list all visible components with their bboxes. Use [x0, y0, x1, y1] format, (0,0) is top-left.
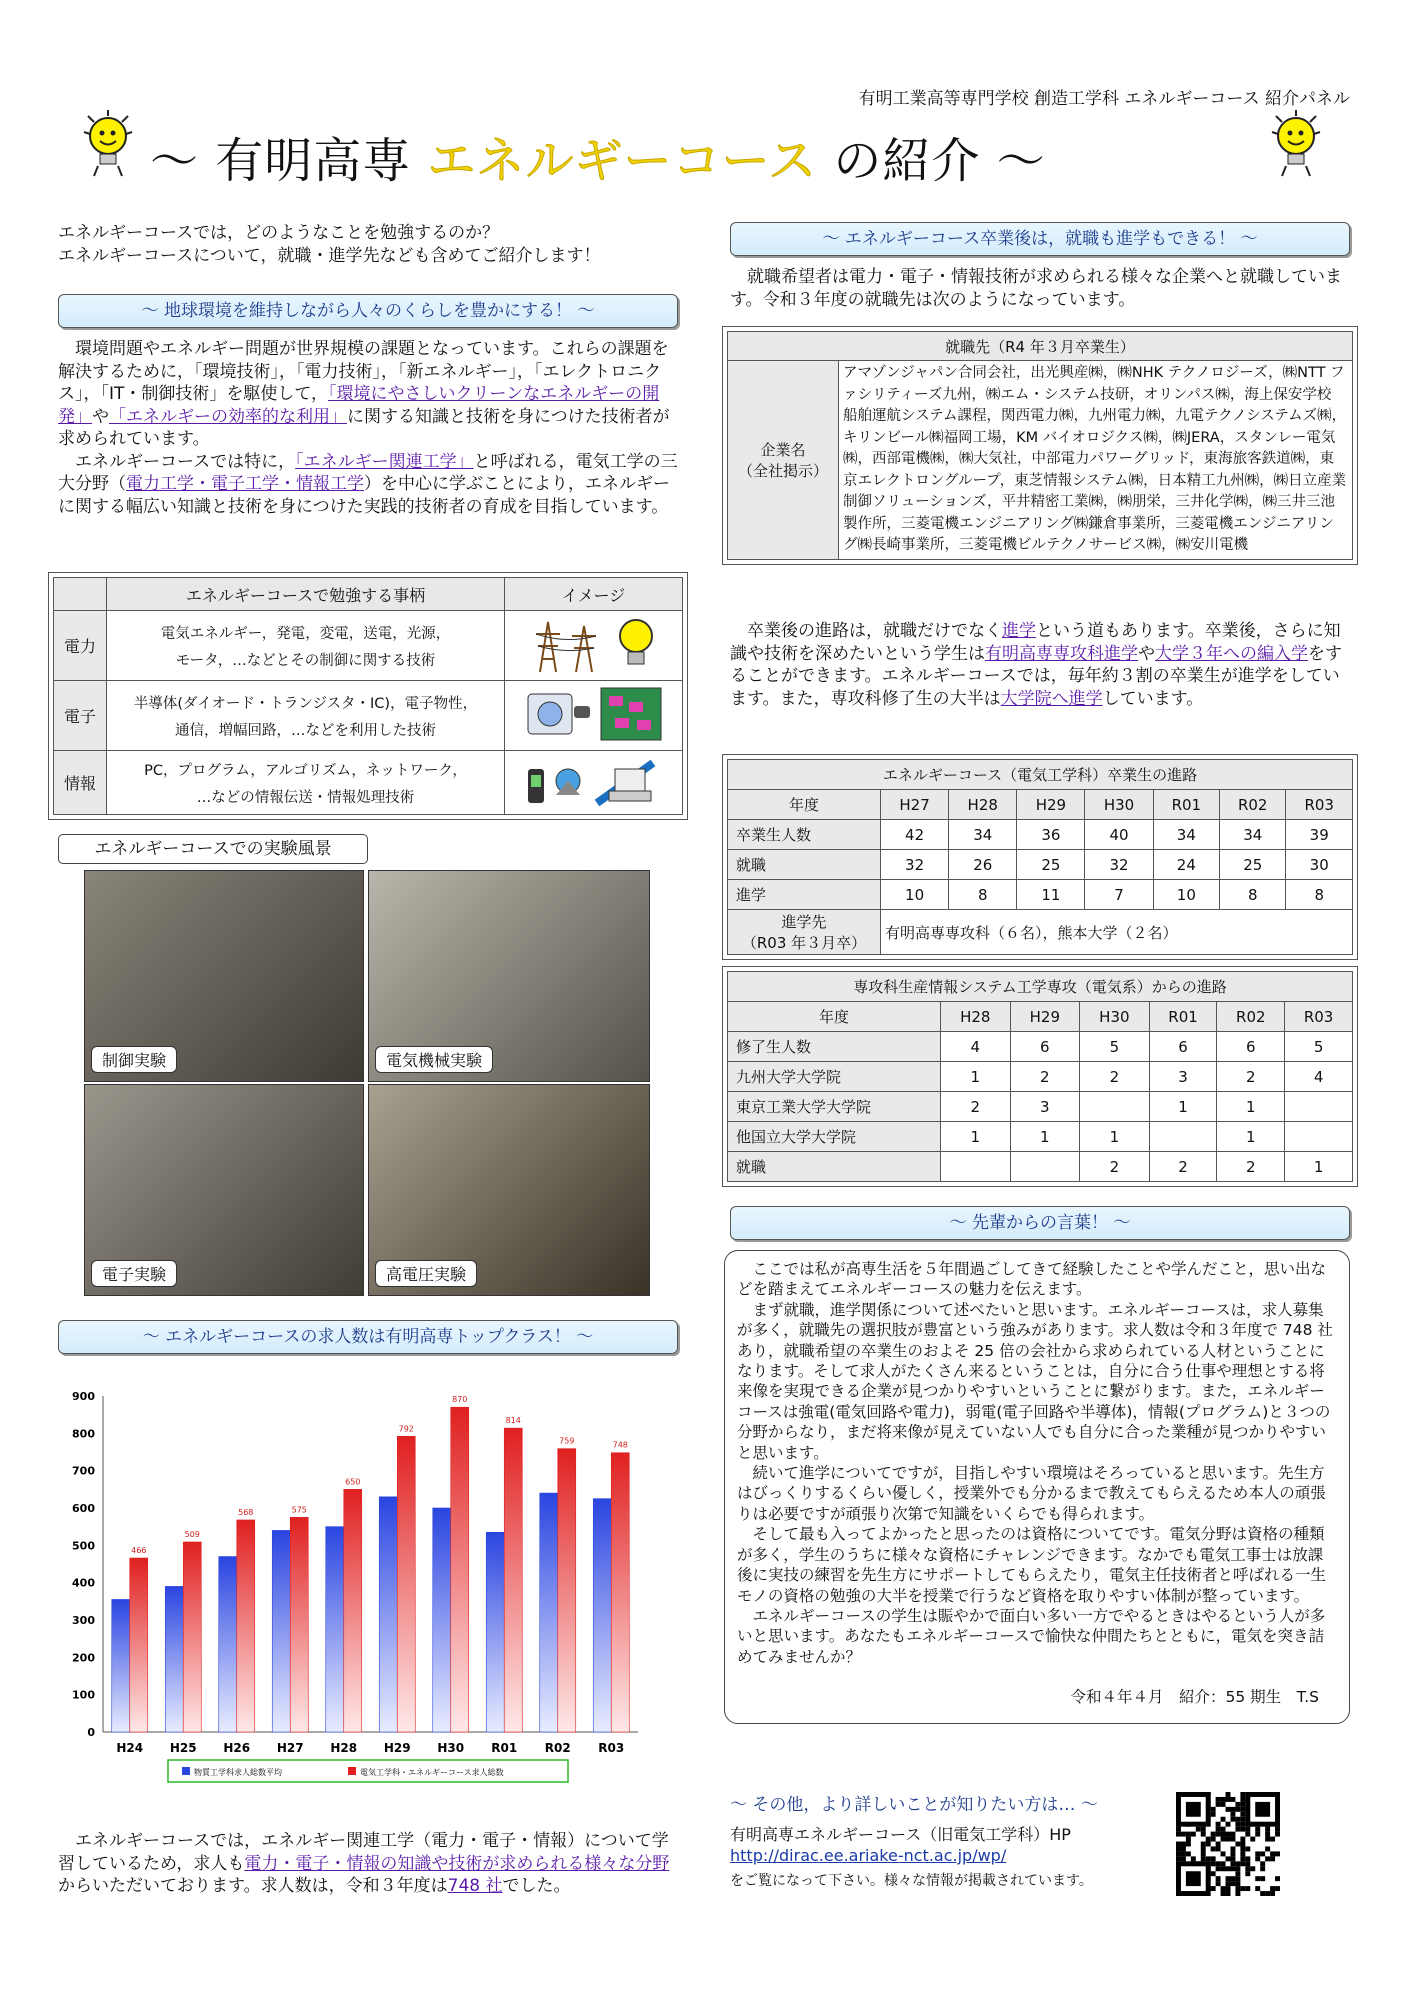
legend-swatch-series1 — [182, 1767, 190, 1775]
section-environment-text: 環境問題やエネルギー問題が世界規模の課題となっています。これらの課題を解決するために，「環境技術」，「電力技術」，「新エネルギー」，「エレクトロニクス」，「IT・制御技術」を駆使して，「環境にやさしいクリーンなエネルギーの開発」や「エネルギーの効率的な利用」に関する知識と技術を身につけた技術者が求められています。 エネルギーコースでは特に，「エネルギー関連工学」と呼ばれる，電気工学の三大分野（電力工学・電子工学・情報工学）を中心に学ぶことにより，エネルギーに関する幅広い知識と技術を身につけた実践的技術者の育成を目指しています。 — [58, 339, 678, 517]
x-tick-label: H30 — [437, 1741, 465, 1755]
bar-series1 — [379, 1497, 397, 1732]
x-tick-label: H26 — [223, 1741, 251, 1755]
section-head-senior-message: ～ 先輩からの言葉！ ～ — [730, 1206, 1350, 1240]
study-table-frame — [48, 572, 688, 820]
intro-text: エネルギーコースでは，どのようなことを勉強するのか？ エネルギーコースについて，就職・進学先なども含めてご紹介します！ — [58, 223, 601, 266]
panel-subtitle: 有明工業高等専門学校 創造工学科 エネルギーコース 紹介パネル — [858, 89, 1350, 109]
table-row: 東京工業大学大学院 2 3 1 1 — [728, 1092, 1353, 1122]
data-label: 748 — [612, 1440, 628, 1450]
y-tick-label: 600 — [72, 1502, 95, 1515]
y-tick-label: 100 — [72, 1688, 95, 1702]
data-label: 575 — [291, 1505, 307, 1515]
legend-swatch-series2 — [348, 1767, 356, 1775]
y-tick-label: 500 — [72, 1539, 95, 1553]
mobile-network-icon — [524, 755, 588, 807]
bar-series2 — [130, 1558, 148, 1732]
bar-series1 — [272, 1530, 290, 1732]
legend-label-series1: 物質工学科求人総数平均 — [194, 1768, 282, 1777]
x-tick-label: H29 — [383, 1741, 411, 1755]
photo-control-experiment: 制御実験 — [84, 870, 364, 1082]
bar-series1 — [112, 1599, 130, 1732]
x-tick-label: R01 — [491, 1741, 518, 1755]
job-offers-chart — [58, 1376, 678, 1816]
table-row: 他国立大学大学院 1 1 1 1 — [728, 1122, 1353, 1152]
senior-message-signature: 令和４年４月 紹介：55 期生 T.S — [1070, 1688, 1319, 1706]
experiments-head: エネルギーコースでの実験風景 — [58, 834, 368, 864]
table-row: 卒業生人数 42 34 36 40 34 34 39 — [728, 820, 1353, 850]
adv-table: 専攻科生産情報システム工学専攻（電気系）からの進路 年度 H28 H29 H30 R01 R02 R03 修了生人数 4 6 5 6 6 5 九州大学大学院 1 2 2 3 2 4 東京工業大学大学院 2 3 1 1 他国立大学大学院 1 1 1 1 就職 2 2 2 1 — [727, 971, 1353, 1182]
bar-series1 — [540, 1493, 558, 1732]
photo-high-voltage-experiment: 高電圧実験 — [368, 1084, 650, 1296]
table-row: 修了生人数 4 6 5 6 6 5 — [728, 1032, 1353, 1062]
photo-electrical-machinery-experiment: 電気機械実験 — [368, 870, 650, 1082]
data-label: 792 — [398, 1424, 414, 1434]
power-tower-icon — [526, 614, 606, 674]
companies-table: 就職先（R4 年３月卒業生） 企業名 （全社掲示） アマゾンジャパン合同会社，出光興産㈱，㈱NHK テクノロジーズ，㈱NTT ファシリティーズ九州，㈱エム・システム技研，オリンパス㈱，海上保安学校 船舶運航システム課程，関西電力㈱，九州電力㈱，九電テクノシステムズ㈱，キリンビール㈱福岡工場，KM バイオロジクス㈱，㈱JERA，スタンレー電気㈱，西部電機㈱，㈱大気社，中部電力パワーグリッド，東海旅客鉄道㈱，東京エレクトロングループ，東芝情報システム㈱，日本精工九州㈱，㈱日立産業制御ソリューションズ，平井精密工業㈱，㈱朋栄，三井化学㈱，㈱三井三池製作所，三菱電機エンジニアリング㈱鎌倉事業所，三菱電機エンジニアリング㈱長崎事業所，三菱電機ビルテクノサービス㈱，㈱安川電機 — [727, 331, 1353, 560]
data-label: 466 — [131, 1546, 147, 1556]
bar-series2 — [344, 1489, 362, 1732]
x-tick-label: R02 — [544, 1741, 571, 1755]
section-head-after-graduation: ～ エネルギーコース卒業後は，就職も進学もできる！ ～ — [730, 222, 1350, 256]
x-tick-label: H24 — [116, 1741, 144, 1755]
footer-hp-label: 有明高専エネルギーコース（旧電気工学科）HP — [730, 1825, 1071, 1844]
table-row: 就職 2 2 2 1 — [728, 1152, 1353, 1182]
bar-series1 — [165, 1586, 183, 1732]
bar-series2 — [290, 1517, 308, 1732]
x-tick-label: H28 — [330, 1741, 358, 1755]
y-tick-label: 200 — [72, 1651, 95, 1665]
job-offers-chart-svg — [58, 1376, 678, 1816]
data-label: 870 — [452, 1395, 468, 1405]
footer-head: ～ その他，より詳しいことが知りたい方は… ～ — [730, 1795, 1098, 1815]
after-graduation-text: 就職希望者は電力・電子・情報技術が求められる様々な企業へと就職しています。令和３年度の就職先は次のようになっています。 — [730, 267, 1342, 310]
y-tick-label: 0 — [87, 1726, 95, 1739]
footer-note: をご覧になって下さい。様々な情報が掲載されています。 — [730, 1873, 1093, 1889]
bar-series1 — [593, 1499, 611, 1732]
main-title: ～ 有明高専 エネルギーコース の紹介 ～ — [150, 133, 1046, 189]
grad-table-frame — [722, 754, 1358, 960]
photo-electronics-experiment: 電子実験 — [84, 1084, 364, 1296]
bar-series2 — [558, 1449, 576, 1732]
bar-series1 — [486, 1532, 504, 1732]
y-tick-label: 900 — [72, 1390, 95, 1403]
x-tick-label: H27 — [276, 1741, 304, 1755]
bar-series2 — [237, 1520, 255, 1732]
data-label: 650 — [345, 1477, 361, 1487]
further-study-text: 卒業後の進路は，就職だけでなく進学という道もあります。卒業後，さらに知識や技術を深めたいという学生は有明高専専攻科進学や大学３年への編入学をすることができます。エネルギーコースでは，毎年約３割の卒業生が進学をしています。また，専攻科修了生の大半は大学院へ進学しています。 — [730, 621, 1342, 709]
companies-frame — [722, 326, 1358, 565]
lightbulb-character-icon — [80, 108, 136, 178]
lightbulb-icon — [611, 614, 661, 674]
game-console-icon — [524, 686, 594, 742]
bar-series1 — [433, 1508, 451, 1732]
legend-label-series2: 電気工学科・エネルギーコース求人総数 — [360, 1768, 504, 1777]
table-row: 進学 10 8 11 7 10 8 8 — [728, 880, 1353, 910]
y-tick-label: 300 — [72, 1614, 95, 1627]
study-table: エネルギーコースで勉強する事柄 イメージ 電力 電気エネルギー，発電，変電，送電，光源， モータ，…などとその制御に関する技術 電子 半導体(ダイオード・トランジスタ・IC)，電子物性， 通信，増幅回路，…などを利用した技術 情報 PC，プログラム，アルゴリズム，ネットワーク， …などの情報伝送・情報処理技術 — [53, 577, 683, 815]
bar-series2 — [451, 1407, 469, 1732]
bar-series2 — [611, 1453, 629, 1732]
table-row: 進学先 （R03 年３月卒） 有明高専専攻科（６名），熊本大学（２名） — [728, 910, 1353, 955]
table-row: 九州大学大学院 1 2 2 3 2 4 — [728, 1062, 1353, 1092]
section-head-job-offers: ～ エネルギーコースの求人数は有明高専トップクラス！ ～ — [58, 1320, 678, 1354]
bar-series2 — [183, 1542, 201, 1732]
data-label: 568 — [238, 1507, 254, 1517]
bar-series2 — [397, 1436, 415, 1732]
y-tick-label: 700 — [72, 1464, 95, 1478]
senior-message-box — [724, 1250, 1350, 1724]
data-label: 814 — [505, 1416, 521, 1426]
data-label: 759 — [559, 1436, 575, 1446]
lightbulb-character-icon-right — [1268, 108, 1324, 178]
y-tick-label: 800 — [72, 1427, 95, 1441]
x-tick-label: H25 — [169, 1741, 197, 1755]
adv-table-frame — [722, 966, 1358, 1187]
y-tick-label: 400 — [72, 1576, 95, 1590]
grad-table: エネルギーコース（電気工学科）卒業生の進路 年度 H27 H28 H29 H30 R01 R02 R03 卒業生人数 42 34 36 40 34 34 39 就職 32 26 25 32 24 25 30 進学 10 8 11 7 10 8 8 進学先 （R03 年３月卒） 有明高専専攻科（６名），熊本大学（２名） — [727, 759, 1353, 955]
bar-series1 — [326, 1527, 344, 1732]
job-offers-text: エネルギーコースでは，エネルギー関連工学（電力・電子・情報）について学習しているため，求人も電力・電子・情報の知識や技術が求められる様々な分野からいただいております。求人数は，令和３年度は748 社でした。 — [58, 1831, 670, 1896]
bar-series1 — [219, 1557, 237, 1732]
x-tick-label: R03 — [598, 1741, 625, 1755]
bar-series2 — [504, 1428, 522, 1732]
computer-icon — [593, 755, 663, 807]
circuit-board-icon — [599, 686, 663, 742]
table-row: 就職 32 26 25 32 24 25 30 — [728, 850, 1353, 880]
section-head-environment: ～ 地球環境を維持しながら人々のくらしを豊かにする！ ～ — [58, 294, 678, 328]
data-label: 509 — [184, 1529, 200, 1539]
footer-url-link[interactable]: http://dirac.ee.ariake-nct.ac.jp/wp/ — [730, 1846, 1007, 1865]
senior-message-text: ここでは私が高専生活を５年間過ごしてきて経験したことや学んだこと，思い出などを踏まえてエネルギーコースの魅力を伝えます。 まず就職，進学関係について述べたいと思います。エネルギーコースは，求人募集が多く，就職先の選択肢が豊富という強みがあります。求人数は令和３年度で 748 社あり，就職希望の卒業生のおよそ 25 倍の会社から求められている人材ということになります。そして求人がたくさん来るということは，自分に合う仕事や理想とする将来像を実現できる企業が見つかりやすいということに繋がります。また，エネルギーコースは強電(電気回路や電力)，弱電(電子回路や半導体)，情報(プログラム)と３つの分野からなり，まだ将来像が見えていない人でも自分に合った業種が見つかりやすいと思います。 続いて進学についてですが，目指しやすい環境はそろっていると思います。先生方はびっくりするくらい優しく，授業外でも分かるまで教えてもらえるため本人の頑張りは必要ですが頑張り次第で知識をいくらでも得られます。 そして最も入ってよかったと思ったのは資格についてです。電気分野は資格の種類が多く，学生のうちに様々な資格にチャレンジできます。なかでも電気工事士は放課後に実技の練習を先生方にサポートしてもらえたり，電気主任技術者と呼ばれる一生モノの資格の勉強の大半を授業で行うなど資格を取りやすい体制が整っています。 エネルギーコースの学生は賑やかで面白い多い一方でやるときはやるという人が多いと思います。あなたもエネルギーコースで愉快な仲間たちとともに，電気を突き詰めてみませんか？ — [737, 1260, 1333, 1666]
qr-code-icon[interactable] — [1176, 1792, 1280, 1896]
